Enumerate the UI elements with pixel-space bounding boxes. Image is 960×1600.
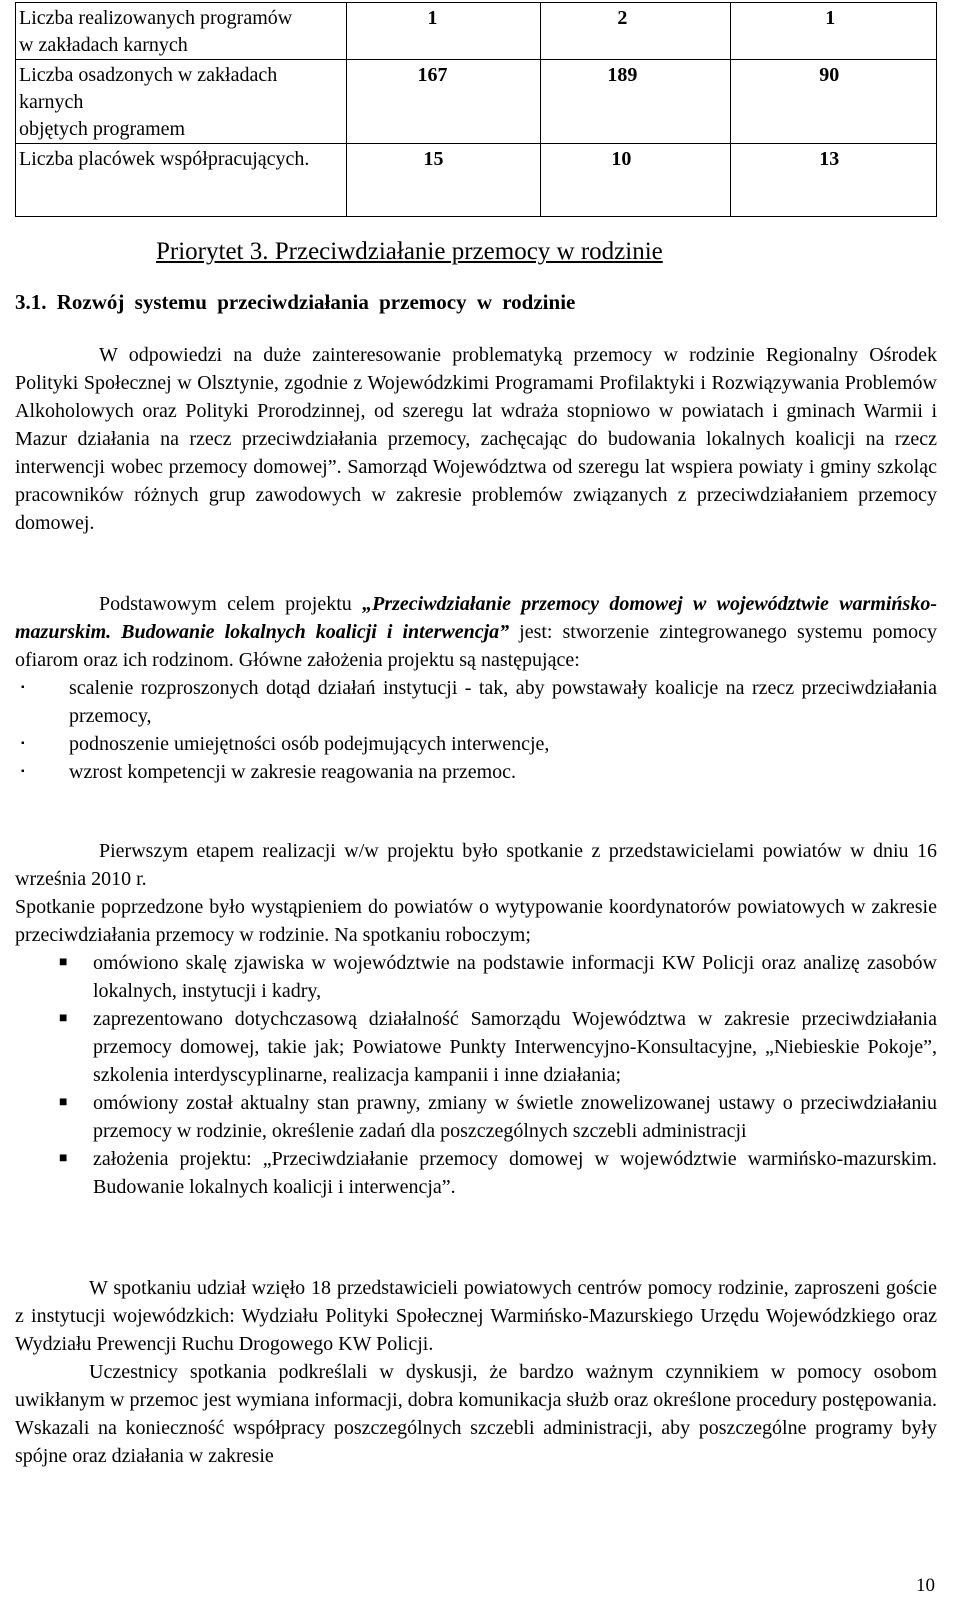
paragraph-rest: jest: stworzenie zintegrowanego systemu pomocy ofiarom oraz ich rodzinom. Główne założenia projektu są następujące: [15,621,937,671]
table-row [16,144,937,217]
paragraph: Pierwszym etapem realizacji w/w projektu było spotkanie z przedstawicielami powiatów w dniu 16 września 2010 r. [15,840,937,890]
list-item-text: omówiony został aktualny stan prawny, zmiany w świetle znowelizowanej ustawy o przeciwdziałaniu przemocy w rodzinie, określenie zadań dla poszczególnych szczebli administracji [93,1092,937,1142]
paragraph [15,590,937,674]
list-item-text: omówiono skalę zjawiska w województwie na podstawie informacji KW Policji oraz analizę zasobów lokalnych, instytucji i kadry, [93,952,937,1002]
statistics-table [15,2,937,217]
paragraph: W spotkaniu udział wzięło 18 przedstawicieli powiatowych centrów pomocy rodzinie, zaproszeni goście z instytucji wojewódzkich: Wydziału Polityki Społecznej Warmińsko-Mazurskiego Urzędu Wojewódzkiego oraz Wydziału Prewencji Ruchu Drogowego KW Policji. [15,1277,937,1355]
list-item-text: zaprezentowano dotychczasową działalność Samorządu Województwa w zakresie przeciwdziałania przemocy domowej, takie jak; Powiatowe Punkty Interwencyjno-Konsultacyjne, „Niebieskie Pokoje”, szkolenia interdyscyplinarne, realizacja kampanii i inne działania; [93,1008,937,1086]
bullet-icon: ▪ [21,682,25,693]
bullet-icon: ■ [59,1011,68,1026]
table-cell: 10 [541,144,731,217]
table-cell: 167 [347,60,541,144]
paragraph-lead: Podstawowym celem projektu [99,593,363,615]
paragraph: Uczestnicy spotkania podkreślali w dyskusji, że bardzo ważnym czynnikiem w pomocy osobom uwikłanym w przemoc jest wymiana informacji, dobra komunikacja służb oraz określone procedury postępowania. Wskazali na konieczność współpracy poszczególnych szczebli administracji, aby poszczególne programy były spójne oraz działania w zakresie [15,1361,937,1467]
paragraph: Spotkanie poprzedzone było wystąpieniem do powiatów o wytypowanie koordynatorów powiatowych w zakresie przeciwdziałania przemocy w rodzinie. Na spotkaniu roboczym; [15,896,937,946]
list-item [15,758,937,786]
row-label-line: Liczba realizowanych programów [19,7,293,29]
table-cell: 189 [541,60,731,144]
paragraph-block [15,590,937,786]
bullet-icon: ▪ [21,766,25,777]
project-title: „Przeciwdziałanie przemocy domowej w województwie warmińsko-mazurskim. Budowanie lokalnych koalicji i interwencja” [15,593,937,643]
table-cell: 2 [541,3,731,60]
bullet-icon: ▪ [21,738,25,749]
page-number: 10 [916,1575,935,1596]
list-item [15,1005,937,1089]
paragraph: W odpowiedzi na duże zainteresowanie problematyką przemocy w rodzinie Regionalny Ośrodek Polityki Społecznej w Olsztynie, zgodnie z Wojewódzkimi Programami Profilaktyki i Rozwiązywania Problemów Alkoholowych oraz Polityki Prorodzinnej, od szeregu lat wdraża stopniowo w powiatach i gminach Warmii i Mazur działania na rzecz przeciwdziałania przemocy, zachęcając do budowania lokalnych koalicji na rzecz interwencji wobec przemocy domowej”. Samorząd Województwa od szeregu lat wspiera powiaty i gminy szkoląc pracowników różnych grup zawodowych w zakresie problemów związanych z przeciwdziałaniem przemocy domowej. [15,344,937,534]
paragraph-block [15,837,937,1201]
bullet-icon: ■ [59,1095,68,1110]
row-label-line: objętych programem [19,118,186,140]
paragraph-block [15,341,937,537]
document-page [15,0,937,1467]
list-item [15,1089,937,1145]
square-list [15,949,937,1201]
row-label-line: Liczba placówek współpracujących. [19,148,310,170]
bullet-icon: ■ [59,955,68,970]
bullet-icon: ■ [59,1151,68,1166]
table-row-label [16,3,347,60]
list-item [15,1145,937,1201]
table-cell: 15 [347,144,541,217]
table-cell: 1 [347,3,541,60]
table-cell: 1 [731,3,937,60]
table-cell: 90 [731,60,937,144]
list-item [15,949,937,1005]
row-label-line: w zakładach karnych [19,34,188,56]
list-item-text: scalenie rozproszonych dotąd działań instytucji - tak, aby powstawały koalicje na rzecz przeciwdziałania przemocy, [69,677,937,727]
list-item [15,674,937,730]
table-cell: 13 [731,144,937,217]
dash-list [15,674,937,786]
priority-heading: Priorytet 3. Przeciwdziałanie przemocy w rodzinie [156,238,663,265]
table-row [16,60,937,144]
list-item-text: założenia projektu: „Przeciwdziałanie przemocy domowej w województwie warmińsko-mazurskim. Budowanie lokalnych koalicji i interwencja”. [93,1148,937,1198]
section-subheading: 3.1. Rozwój systemu przeciwdziałania przemocy w rodzinie [15,290,576,314]
list-item-text: podnoszenie umiejętności osób podejmujących interwencje, [69,733,550,755]
paragraph-block [15,1274,937,1470]
table-row [16,3,937,60]
list-item-text: wzrost kompetencji w zakresie reagowania na przemoc. [69,761,517,783]
list-item [15,730,937,758]
table-row-label [16,144,347,217]
table-row-label [16,60,347,144]
row-label-line: Liczba osadzonych w zakładach karnych [19,64,278,113]
